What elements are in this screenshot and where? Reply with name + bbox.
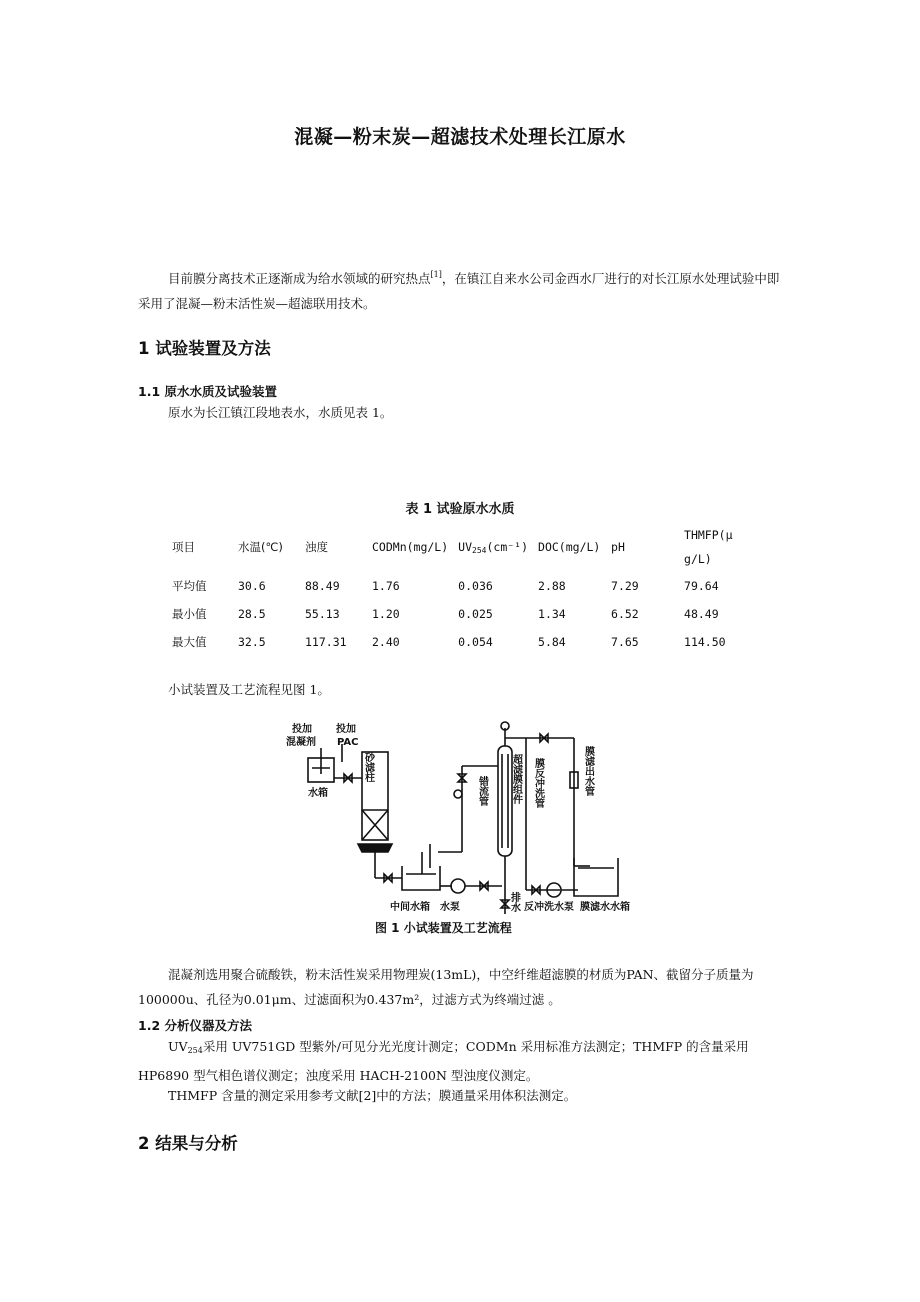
label-permeate-pipe: 膜滤出水管 <box>582 746 594 796</box>
intro-text-a: 目前膜分离技术正逐渐成为给水领域的研究热点 <box>168 271 431 286</box>
cell-temp: 32.5 <box>238 635 266 649</box>
cell-uv: 0.054 <box>458 635 493 649</box>
citation-1[interactable]: [1] <box>430 270 442 279</box>
header-doc: DOC(mg/L) <box>538 540 601 554</box>
section-1-2-paragraph-1: $UV_{254}$采用 UV751GD 型紫外/可见分光光度计测定；CODMn 采用标准方法测定；THMFP 的含量采用 HP6890 型气相色谱仪测定；浊度采用 HACH-2100N 型浊度仪测定。 <box>138 1039 749 1083</box>
section-2-heading: 2 结果与分析 <box>138 1134 238 1153</box>
process-flow-diagram <box>270 718 650 940</box>
cell-codmn: 1.20 <box>372 607 400 621</box>
figure-reference-text: 小试装置及工艺流程见图 1。 <box>168 682 330 697</box>
section-1-heading: 1 试验装置及方法 <box>138 339 271 358</box>
header-temp: 水温(℃) <box>238 540 283 554</box>
label-pump: 水泵 <box>440 902 460 913</box>
materials-paragraph: 混凝剂选用聚合硫酸铁，粉末活性炭采用物理炭(13mL)，中空纤维超滤膜的材质为PAN、截留分子质量为100000u、孔径为0.01μm、过滤面积为0.437m²，过滤方式为终端过滤 。 <box>138 967 754 1007</box>
cell-ph: 7.65 <box>611 635 639 649</box>
row-label: 最小值 <box>172 607 207 621</box>
figure-1-caption: 图 1 小试装置及工艺流程 <box>375 921 512 935</box>
cell-thmfp: 114.50 <box>684 635 726 649</box>
section-1-1-text: 原水为长江镇江段地表水，水质见表 1。 <box>168 405 393 420</box>
header-thmfp: THMFP(μ g/L) <box>684 528 733 566</box>
label-tank: 水箱 <box>308 788 328 799</box>
header-turbidity: 浊度 <box>305 540 328 554</box>
table-1-caption: 表 1 试验原水水质 <box>405 502 515 517</box>
table-row-max <box>166 628 748 656</box>
cell-doc: 2.88 <box>538 579 566 593</box>
cell-codmn: 1.76 <box>372 579 400 593</box>
label-backwash-pump: 反冲洗水泵 <box>524 902 574 913</box>
cell-codmn: 2.40 <box>372 635 400 649</box>
section-1-1-heading: 1.1 原水水质及试验装置 <box>138 384 277 399</box>
cell-ph: 7.29 <box>611 579 639 593</box>
cell-doc: 5.84 <box>538 635 566 649</box>
intro-paragraph <box>138 262 784 316</box>
cell-turbidity: 55.13 <box>305 607 340 621</box>
label-uf-module: 超滤膜组件 <box>510 754 522 804</box>
cell-doc: 1.34 <box>538 607 566 621</box>
intro-text-b: ，在镇江自来水公司金西水厂进行的对长江原水处理试验中即采用了混凝—粉末活性炭—超滤联用技术。 <box>138 271 780 311</box>
cell-uv: 0.025 <box>458 607 493 621</box>
permeate-tank <box>574 858 618 896</box>
label-intermediate-tank: 中间水箱 <box>390 902 430 913</box>
label-backwash-pipe: 膜反冲洗管 <box>532 758 544 808</box>
label-coagulant-1: 投加 <box>292 724 312 735</box>
table-row-avg <box>166 572 748 600</box>
document-title: 混凝—粉末炭—超滤技术处理长江原水 <box>294 126 626 148</box>
cell-ph: 6.52 <box>611 607 639 621</box>
cell-temp: 30.6 <box>238 579 266 593</box>
label-cross-flow: 错流管 <box>476 776 488 806</box>
cell-uv: 0.036 <box>458 579 493 593</box>
water-pump-icon <box>451 879 465 893</box>
pressure-gauge-icon <box>454 790 462 798</box>
label-drain: 排水 <box>508 892 520 912</box>
section-1-2-paragraph-2: THMFP 含量的测定采用参考文献[2]中的方法；膜通量采用体积法测定。 <box>168 1088 577 1103</box>
label-pac-2: PAC <box>337 737 359 748</box>
cell-turbidity: 88.49 <box>305 579 340 593</box>
cell-thmfp: 48.49 <box>684 607 719 621</box>
table-header-row <box>166 522 748 572</box>
header-item: 项目 <box>172 540 195 554</box>
cell-temp: 28.5 <box>238 607 266 621</box>
cell-thmfp: 79.64 <box>684 579 719 593</box>
header-uv254: $UV_{254}(cm^{-1})$ <box>458 539 529 555</box>
section-1-2-heading: 1.2 分析仪器及方法 <box>138 1018 252 1033</box>
intermediate-tank <box>402 866 440 890</box>
cell-turbidity: 117.31 <box>305 635 347 649</box>
label-pac-1: 投加 <box>336 724 356 735</box>
label-coagulant-2: 混凝剂 <box>286 737 316 748</box>
label-permeate-tank: 膜滤水水箱 <box>580 902 630 913</box>
header-codmn: CODMn(mg/L) <box>372 540 449 554</box>
header-ph: pH <box>611 540 625 554</box>
table-row-min <box>166 600 748 628</box>
label-sand-filter: 砂滤柱 <box>362 752 374 782</box>
water-quality-table <box>166 522 748 656</box>
row-label: 平均值 <box>172 579 207 593</box>
row-label: 最大值 <box>172 635 207 649</box>
